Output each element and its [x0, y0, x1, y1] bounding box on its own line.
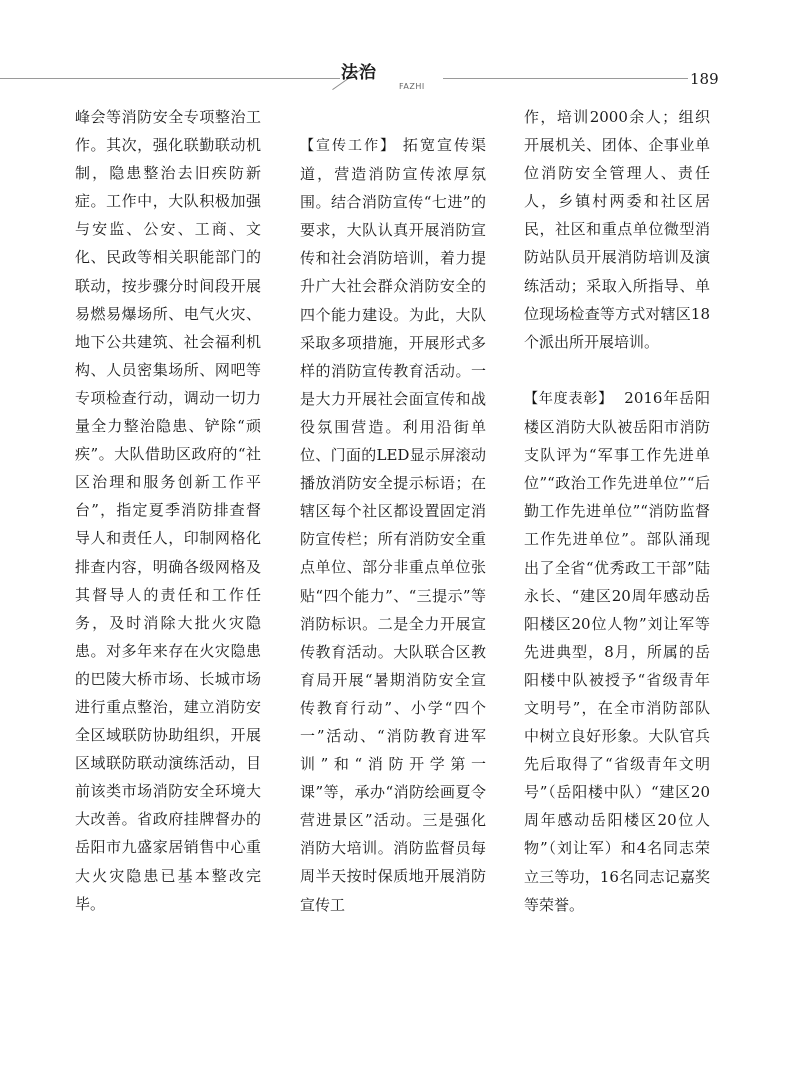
text-column-1	[75, 103, 261, 918]
column-3-awards-text: 2016年岳阳楼区消防大队被岳阳市消防支队评为“军事工作先进单位”“政治工作先进单位”“后勤工作先进单位”“消防监督工作先进单位”。部队涌现出了全省“优秀政工干部”陆永长、“建区20周年感动岳阳楼区20位人物”刘让军等先进典型，8月，所属的岳阳楼中队被授予“省级青年文明号”，在全市消防部队中树立良好形象。大队官兵先后取得了“省级青年文明号”（岳阳楼中队）“建区20周年感动岳阳楼区20位人物”（刘让军）和4名同志荣立三等功，16名同志记嘉奖等荣誉。	[524, 388, 710, 914]
column-3-paragraph-2	[524, 384, 710, 919]
page-number: 189	[690, 70, 719, 88]
column-3-paragraph-1: 作，培训2000余人；组织开展机关、团体、企事业单位消防安全管理人、责任人，乡镇村两委和社区居民，社区和重点单位微型消防站队员开展消防培训及演练活动；采取入所指导、单位现场检查等方式对辖区18个派出所开展培训。	[524, 108, 710, 351]
column-1-paragraph: 峰会等消防安全专项整治工作。其次，强化联勤联动机制，隐患整治去旧疾防新症。工作中，大队积极加强与安监、公安、工商、文化、民政等相关职能部门的联动，按步骤分时间段开展易燃易爆场所、电气火灾、地下公共建筑、社会福利机构、人员密集场所、网吧等专项检查行动，调动一切力量全力整治隐患、铲除“顽疾”。大队借助区政府的“社区治理和服务创新工作平台”，指定夏季消防排查督导人和责任人，印制网格化排查内容，明确各级网格及其督导人的责任和工作任务，及时消除大批火灾隐患。对多年来存在火灾隐患的巴陵大桥市场、长城市场进行重点整治，建立消防安全区域联防协助组织，开展区域联防联动演练活动，目前该类市场消防安全环境大大改善。省政府挂牌督办的岳阳市九盛家居销售中心重大火灾隐患已基本整改完毕。	[75, 108, 261, 913]
section-heading-annual-awards: 【年度表彰】	[524, 390, 614, 407]
section-title: 法治	[341, 63, 377, 83]
header-rule-left	[0, 78, 340, 79]
section-heading-publicity: 【宣传工作】	[300, 138, 397, 154]
text-column-2	[300, 131, 486, 919]
column-2-text: 拓宽宣传渠道，营造消防宣传浓厚氛围。结合消防宣传“七进”的要求，大队认真开展消防宣传和社会消防培训，着力提升广大社会群众消防安全的四个能力建设。为此，大队采取多项措施，开展形式多样的消防宣传教育活动。一是大力开展社会面宣传和战役氛围营造。利用沿街单位、门面的LED显示屏滚动播放消防安全提示标语；在辖区每个社区都设置固定消防宣传栏；所有消防安全重点单位、部分非重点单位张贴“四个能力”、“三提示”等消防标识。二是全力开展宣传教育活动。大队联合区教育局开展“暑期消防安全宣传教育行动”、小学“四个一”活动、“消防教育进军训”和“消防开学第一课”等，承办“消防绘画夏令营进景区”活动。三是强化消防大培训。消防监督员每周半天按时保质地开展消防宣传工	[300, 136, 486, 914]
header-rule-right	[443, 78, 688, 79]
section-subtitle: FAZHI	[399, 82, 425, 91]
column-2-paragraph	[300, 131, 486, 919]
text-column-3	[524, 103, 710, 919]
